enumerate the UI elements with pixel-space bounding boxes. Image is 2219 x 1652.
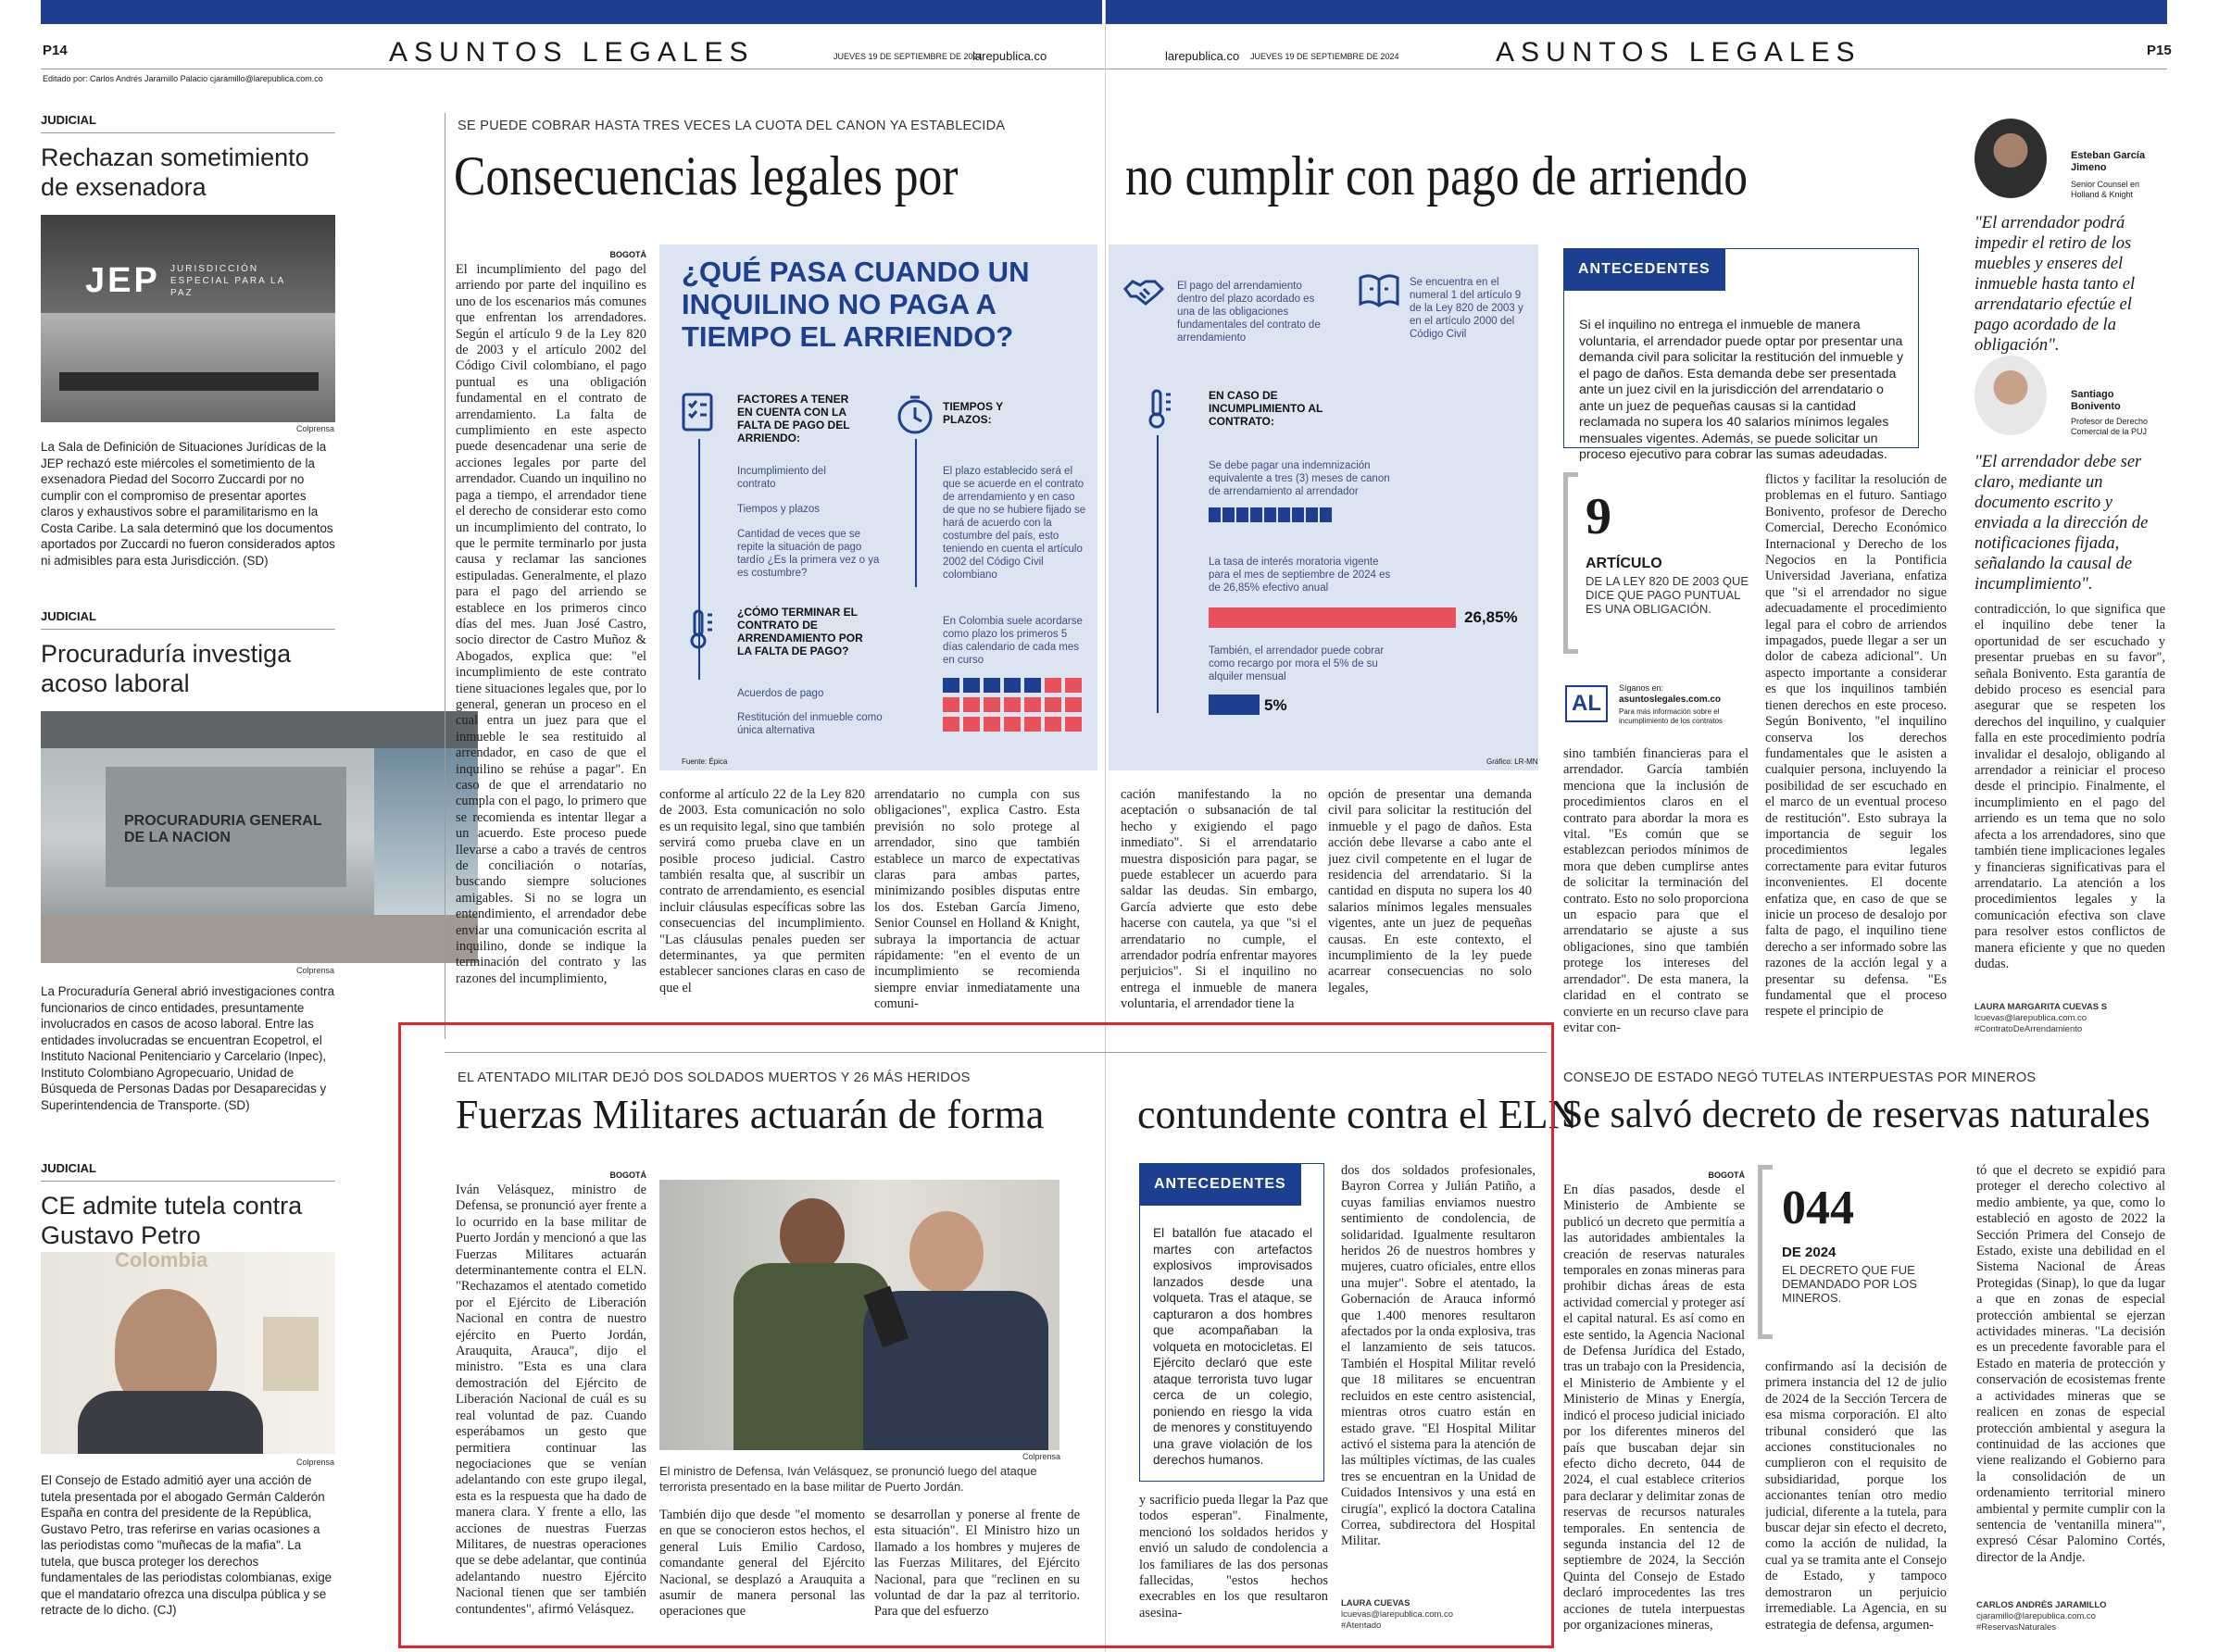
stat-label: ARTÍCULO bbox=[1586, 556, 1662, 571]
terminate-item: Restitución del inmueble como única alternativa bbox=[737, 712, 883, 736]
body-text: flictos y facilitar la resolución de problemas en el futuro. Santiago Bonivento, profesor de Derecho Comercial, Derecho Económico Internacional y Derecho de los Negocios en la Pontificia Universidad Javeriana, enfatiza que "si el arrendador no sigue adecuadamente el procedimiento legal para el cobro de arriendos impagados, puede llegar a ser un dolor de cabeza adicional". Un aspecto importante a considerar es que los inquilinos también tienen derechos en este proceso. Según Bonivento, "el inquilino conserva los derechos fundamentales que le asisten a cualquier persona, incluyendo la posibilidad de ser escuchado en el marco de un eventual proceso de restitución". Esto subraya la importancia de seguir los procedimientos legales correctamente para evitar futuros inconvenientes. El docente enfatiza que, en caso de que se inicie un proceso de desalojo por falta de pago, el inquilino tiene derecho a ser informado sobre las razones de la acción legal y a presentar su defensa. "Es fundamental que el proceso respete el principio de bbox=[1765, 472, 1947, 1020]
promo-desc: Para más información sobre el incumplimiento de los contratos bbox=[1619, 707, 1724, 725]
story-column-7 bbox=[1765, 472, 1947, 1033]
calendar-day bbox=[1024, 717, 1041, 732]
breach-text-2: La tasa de interés moratoria vigente para el mes de septiembre de 2024 es de 26,85% efectivo anual bbox=[1209, 557, 1391, 594]
antecedentes-label: ANTECEDENTES bbox=[1139, 1163, 1301, 1206]
factor-item: Cantidad de veces que se repite la situación de pago tardío ¿Es la primera vez o ya es costumbre? bbox=[737, 529, 880, 579]
factor-item: Tiempos y plazos bbox=[737, 504, 821, 515]
story-column-8 bbox=[1975, 602, 2165, 982]
body-text: contradicción, lo que significa que el inquilino debe tener la oportunidad de ser escuchado y presentar pruebas en su favor", señala Bonivento. Esta garantía de debido proceso es esencial para asegurar que se respeten los derechos del inquilino, y cualquier falla en este procedimiento podría invalidar el desalojo, obligando al arrendador a reiniciar el proceso desde el principio. Finalmente, el incumplimiento en el pago del arriendo es un tema que no solo afecta a los arrendadores, sino que también tiene implicaciones legales y financieras significativas para el arrendatario. La atención a los procedimientos legales y la comunicación efectiva son clave para resolver estos conflictos de manera eficiente y que no queden dudas. bbox=[1975, 602, 2165, 971]
section-title-left: ASUNTOS LEGALES bbox=[389, 37, 755, 68]
calendar-day bbox=[943, 678, 959, 693]
top-color-bar-right bbox=[1106, 0, 2167, 24]
breach-heading: EN CASO DE INCUMPLIMIENTO AL CONTRATO: bbox=[1209, 389, 1323, 428]
story-headline-left: Consecuencias legales por bbox=[454, 145, 959, 206]
body-text: conforme al artículo 22 de la Ley 820 de 2003. Esta comunicación no solo es un requisito legal, sino que también servirá como prueba clave en un posible proceso judicial. Castro también resalta que, al suscribir un contrato de arrendamiento, es esencial incluir cláusulas específicas sobre las consecuencias del incumplimiento. "Las cláusulas penales pueden ser determinantes, ya que permiten establecer sanciones claras en caso de que el bbox=[659, 787, 865, 995]
pull-quote: "El arrendador podrá impedir el retiro de los muebles y enseres del inmueble hasta tanto el arrendatario efectúe el pago acordado de la obligación". bbox=[1975, 214, 2136, 355]
calendar-day bbox=[1004, 697, 1021, 712]
calendar-day bbox=[1024, 678, 1041, 693]
surcharge-bar-track bbox=[1209, 695, 1457, 715]
body-text: arrendatario no cumpla con sus obligaciones", explica Castro. Esta previsión no solo protege al arrendador, sino que también establece un marco de expectativas claras para ambas partes, minimizando posibles disputas entre los dos. Esteban García Jimeno, Senior Counsel en Holland & Knight, subraya la importancia de actuar rápidamente: "en el evento de un incumplimiento se recomienda siempre enviar inmediatamente una comuni- bbox=[874, 787, 1080, 1012]
month-block bbox=[1209, 507, 1221, 522]
story-headline-left: Fuerzas Militares actuarán de forma bbox=[456, 1092, 1045, 1137]
quote-name: Santiago Bonivento bbox=[2071, 389, 2121, 412]
jep-wall-text: JURISDICCIÓN ESPECIAL PARA LA PAZ bbox=[170, 264, 285, 298]
antecedentes-text: Si el inquilino no entrega el inmueble de manera voluntaria, el arrendador puede optar por presentar una demanda civil para solicitar la restitución del inmueble y el pago de daños. Esta demanda debe ser presentada ante un juez civil en la jurisdicción del arrendatario o ante un juez de pequeñas causas si la cantidad reclamada no supera los 40 salarios mínimos legales mensuales vigentes. Además, se puede solicitar un proceso ejecutivo para cobrar las sumas adeudadas. bbox=[1579, 318, 1904, 462]
calendar-day bbox=[1024, 697, 1041, 712]
rate-value: 26,85% bbox=[1464, 608, 1518, 626]
clock-icon bbox=[893, 393, 937, 437]
surcharge-bar bbox=[1209, 695, 1260, 715]
rate-bar-track bbox=[1209, 607, 1457, 628]
terminate-item: Acuerdos de pago bbox=[737, 688, 824, 699]
quote-title: Profesor de Derecho Comercial de la PUJ bbox=[2071, 417, 2149, 436]
body-text: También dijo que desde "el momento en que se conocieron estos hechos, el general Luis Emilio Cardoso, comandante general del Ejército Nacional, se desplazó a Arauquita a asumir de manera personal las operaciones que bbox=[659, 1508, 865, 1620]
calendar-day bbox=[984, 678, 1000, 693]
brief-title: Rechazan sometimiento de exsenadora bbox=[41, 144, 309, 201]
month-block bbox=[1292, 507, 1304, 522]
stat-bracket bbox=[1563, 472, 1578, 654]
quote-title: Senior Counsel en Holland & Knight bbox=[2071, 180, 2140, 199]
quote-name: Esteban García Jimeno bbox=[2071, 150, 2146, 173]
month-block bbox=[1222, 507, 1235, 522]
infographic-left bbox=[659, 244, 1097, 770]
procuraduria-wall-text: PROCURADURIA GENERAL DE LA NACION bbox=[124, 813, 322, 845]
calendar-day bbox=[963, 697, 980, 712]
story-column-3 bbox=[1976, 1163, 2165, 1587]
brief-text: El Consejo de Estado admitió ayer una acción de tutela presentada por el abogado Germán Calderón España en contra del presidente de la República, Gustavo Petro, tras referirse en varias ocasiones a las periodistas como "muñecas de la mafia". La tutela, que busca proteger los derechos fundamentales de las periodistas colombianas, exige que el mandatario ofrezca una disculpa pública y se retracte de lo dicho. (CJ) bbox=[41, 1473, 332, 1617]
breach-text-3: También, el arrendador puede cobrar como recargo por mora el 5% de su alquiler mensual bbox=[1209, 645, 1385, 682]
thermometer-icon bbox=[1135, 385, 1179, 430]
photo-credit: Colprensa bbox=[296, 1458, 335, 1467]
dateline-right: JUEVES 19 DE SEPTIEMBRE DE 2024 bbox=[1250, 52, 1399, 61]
breach-text-1: Se debe pagar una indemnización equivalente a tres (3) meses de canon de arrendamiento al arrendador bbox=[1209, 460, 1390, 497]
photo-credit: Colprensa bbox=[296, 966, 335, 975]
byline-hashtag[interactable]: #ContratoDeArrendamiento bbox=[1975, 1024, 2083, 1034]
calendar-day bbox=[1045, 717, 1061, 732]
dateline-city: BOGOTÁ bbox=[609, 250, 646, 259]
story-byline bbox=[1976, 1600, 2165, 1633]
jep-logo-text: JEP bbox=[85, 261, 160, 300]
section-title-right: ASUNTOS LEGALES bbox=[1496, 37, 1862, 68]
stat-description: EL DECRETO QUE FUE DEMANDADO POR LOS MINEROS. bbox=[1782, 1263, 1917, 1305]
site-left: larepublica.co bbox=[972, 49, 1047, 63]
jep-photo bbox=[41, 215, 335, 422]
byline-name: LAURA MARGARITA CUEVAS S bbox=[1975, 1002, 2108, 1012]
calendar-day bbox=[1045, 678, 1061, 693]
body-text: tó que el decreto se expidió para proteger el derecho colectivo al medio ambiente, ya que, como lo estableció en agosto de 2022 la Sección Primera del Consejo de Estado, existe una debilidad en el Sistema Nacional de Áreas Protegidas (Sinap), lo que da lugar a que en zonas de especial protección ambiental se ejerzan actividades mineras. "La decisión es un precedente favorable para el Estado en materia de protección y conservación de ecosistemas frente a actividades mineras que se realicen en zonas de especial protección ambiental y asegura la continuidad de las acciones que viene realizando el Gobierno para la consolidación de un ordenamiento territorial minero ambiental y permite cumplir con la sentencia de 'ventanilla minera'", expresó César Palomino Cortés, director de la Andje. bbox=[1976, 1163, 2165, 1565]
story-column-1 bbox=[1563, 1170, 1745, 1641]
rate-bar bbox=[1209, 607, 1456, 628]
page-number-right: P15 bbox=[2147, 43, 2172, 58]
infographic-source: Fuente: Épica bbox=[682, 757, 728, 766]
brief-title: CE admite tutela contra Gustavo Petro bbox=[41, 1192, 303, 1249]
avatar bbox=[1975, 119, 2047, 198]
stat-description: DE LA LEY 820 DE 2003 QUE DICE QUE PAGO PUNTUAL ES UNA OBLIGACIÓN. bbox=[1586, 574, 1749, 616]
brief-tag: JUDICIAL bbox=[41, 609, 96, 623]
times-text: El plazo establecido será el que se acuerde en el contrato de arrendamiento y en caso de que no se hubiere fijado se hará de acuerdo con la costumbre del país, esto teniendo en cuenta el artículo 2002 del Código Civil colombiano bbox=[943, 466, 1086, 581]
body-text: y sacrificio pueda llegar la Paz que todos esperan". Finalmente, mencionó los soldados heridos y envió un saludo de condolencia a los familiares de las dos personas fallecidas, "estos hechos execrables en los que resultaron asesina- bbox=[1139, 1493, 1328, 1621]
calendar-day bbox=[1065, 678, 1082, 693]
story-headline-right: contundente contra el ELN bbox=[1137, 1092, 1578, 1137]
month-block bbox=[1236, 507, 1248, 522]
promo-follow: Síganos en: bbox=[1619, 683, 1664, 693]
checklist-icon bbox=[676, 389, 721, 433]
month-block bbox=[1320, 507, 1332, 522]
brief-procuraduria bbox=[41, 609, 335, 698]
byline-name: LAURA CUEVAS bbox=[1341, 1598, 1410, 1608]
law-book-icon bbox=[1357, 269, 1401, 313]
brief-title: Procuraduría investiga acoso laboral bbox=[41, 640, 292, 697]
story-kicker: EL ATENTADO MILITAR DEJÓ DOS SOLDADOS MUERTOS Y 26 MÁS HERIDOS bbox=[458, 1070, 971, 1085]
al-logo: AL bbox=[1565, 685, 1608, 722]
story-column-4 bbox=[1121, 787, 1317, 1033]
times-heading: TIEMPOS Y PLAZOS: bbox=[943, 400, 1003, 426]
calendar-day bbox=[1004, 717, 1021, 732]
factor-item: Incumplimiento del contrato bbox=[737, 466, 826, 490]
stat-year: DE 2024 bbox=[1782, 1245, 1837, 1260]
calendar-day bbox=[963, 717, 980, 732]
brief-jep bbox=[41, 113, 335, 202]
byline-email[interactable]: lcuevas@larepublica.com.co bbox=[1975, 1013, 2087, 1023]
months-blocks bbox=[1209, 507, 1338, 522]
body-text: sino también financieras para el arrendador. García también menciona que la inclusión de procedimientos claros en el contrato para abordar la mora es vital. "Es común que se establezcan periodos mínimos de mora que deben cumplirse antes de solicitar la terminación del contrato. Esto no solo proporciona un espacio para que el arrendatario se ajuste a sus obligaciones, sino que también protege los intereses del arrendador". De esta manera, la claridad en el contrato se convierte en un recurso clave para evitar con- bbox=[1563, 746, 1749, 1033]
dateline-left: JUEVES 19 DE SEPTIEMBRE DE 2024 bbox=[834, 52, 983, 61]
calendar-day bbox=[1004, 678, 1021, 693]
body-text: Iván Velásquez, ministro de Defensa, se pronunció ayer frente a lo ocurrido en la base militar de Puerto Jordán y mencionó a que las Fuerzas Militares actuarán determinantemente contra el ELN. "Rechazamos el atentado cometido por el Ejército de Liberación Nacional en contra de nuestro ejército en Puerto Jordán, Arauquita, Arauca", dijo el ministro. "Esta es una clara demostración del Ejército de Liberación Nacional de cuál es su real voluntad de paz. Cuando esperábamos un gesto que permitiera continuar las negociaciones que se venían adelantando con este grupo ilegal, esta es la respuesta que ha dado de manera clara. Y frente a ello, las acciones de nuestras Fuerzas Militares, de nuestras operaciones que se debe adelantar, que continúa adelantando nuestro Ejército Nacional tienen que ser también contundentes", afirmó Velásquez. bbox=[456, 1183, 646, 1617]
photo-caption: El ministro de Defensa, Iván Velásquez, se pronunció luego del ataque terrorista presentado en la base militar de Puerto Jordán. bbox=[659, 1464, 1037, 1494]
handshake-icon bbox=[1122, 269, 1166, 313]
antecedentes-text: El batallón fue atacado el martes con artefactos explosivos improvisados lanzados desde una volqueta. Tras el ataque, se capturaron a dos hombres que acompañaban la volqueta en motocicletas. El Ejército declaró que este ataque terrorista tuvo lugar cerca de un colegio, poniendo en riesgo la vida de menores y constituyendo una grave violación de los derechos humanos. bbox=[1153, 1226, 1312, 1467]
editor-credit: Editado por: Carlos Andrés Jaramillo Palacio cjaramillo@larepublica.com.co bbox=[43, 74, 323, 83]
month-block bbox=[1250, 507, 1262, 522]
byline-name: CARLOS ANDRÉS JARAMILLO bbox=[1976, 1600, 2107, 1610]
procuraduria-photo bbox=[41, 711, 478, 963]
byline-hashtag[interactable]: #Atentado bbox=[1341, 1621, 1382, 1631]
top-color-bar-left bbox=[41, 0, 1102, 24]
brief-tag: JUDICIAL bbox=[41, 113, 96, 127]
calendar-text: En Colombia suele acordarse como plazo los primeros 5 días calendario de cada mes en curso bbox=[943, 616, 1083, 666]
story-kicker: CONSEJO DE ESTADO NEGÓ TUTELAS INTERPUESTAS POR MINEROS bbox=[1563, 1070, 2037, 1085]
calendar-grid bbox=[943, 678, 1091, 735]
story-column-6 bbox=[1563, 746, 1749, 1033]
story-column-5 bbox=[1328, 787, 1532, 1033]
calendar-day bbox=[963, 678, 980, 693]
avatar bbox=[1975, 356, 2047, 435]
story-kicker: SE PUEDE COBRAR HASTA TRES VECES LA CUOTA DEL CANON YA ESTABLECIDA bbox=[458, 119, 1006, 133]
infographic-title: ¿QUÉ PASA CUANDO UN INQUILINO NO PAGA A TIEMPO EL ARRIENDO? bbox=[682, 256, 1030, 353]
month-block bbox=[1306, 507, 1318, 522]
body-text: opción de presentar una demanda civil para solicitar la restitución del inmueble y el pago de daños. Esta acción debe llevarse a cabo ante el juez civil competente en el lugar de residencia del arrendatario. Si la cantidad en disputa no supera los 40 salarios mínimos legales mensuales vigentes, ante un juez de pequeñas causas. En este contexto, el incumplimiento de la ley puede acarrear consecuencias no solo legales, bbox=[1328, 787, 1532, 995]
highlight-box bbox=[398, 1022, 1554, 1648]
photo-credit: Colprensa bbox=[1022, 1452, 1061, 1461]
petro-photo bbox=[41, 1252, 335, 1454]
antecedentes-box bbox=[1563, 248, 1919, 462]
page-number-left: P14 bbox=[43, 43, 68, 58]
body-text: se desarrollan y ponerse al frente de esta situación". El Ministro hizo un llamado a los hombres y mujeres de las Fuerzas Militares, del Ejército Nacional, para que "reclinen en su voluntad de dar la paz al territorio. Para que del esfuerzo bbox=[874, 1508, 1080, 1620]
calendar-day bbox=[984, 717, 1000, 732]
story-column-3 bbox=[874, 787, 1080, 1033]
body-text: cación manifestando la no aceptación o subsanación de tal hecho y exigiendo el pago inmediato". Si el arrendatario muestra disposición para pagar, se puede establecer un acuerdo para saldar las deudas. Sin embargo, García advierte que esto debe hacerse con cautela, ya que "si el arrendatario no cumple, el arrendador podría enfrentar mayores perjuicios". Si el inquilino no entrega el inmueble de manera voluntaria, el arrendador tiene la bbox=[1121, 787, 1317, 1012]
story-column-2 bbox=[659, 787, 865, 1033]
story-column-2 bbox=[1765, 1359, 1947, 1641]
brief-petro bbox=[41, 1161, 335, 1250]
byline-hashtag[interactable]: #ReservasNaturales bbox=[1976, 1622, 2057, 1633]
calendar-day bbox=[1045, 697, 1061, 712]
law-text: Se encuentra en el numeral 1 del artículo 9 de la Ley 820 de 2003 y en el artículo 2000 del Código Civil bbox=[1410, 277, 1523, 340]
stat-number: 044 bbox=[1782, 1182, 1854, 1234]
calendar-day bbox=[943, 697, 959, 712]
stat-number: 9 bbox=[1586, 488, 1611, 545]
calendar-day bbox=[1065, 697, 1082, 712]
factors-heading: FACTORES A TENER EN CUENTA CON LA FALTA DE PAGO DEL ARRIENDO: bbox=[737, 393, 850, 444]
dateline-city: BOGOTÁ bbox=[1708, 1170, 1745, 1180]
body-text: En días pasados, desde el Ministerio de Ambiente se publicó un decreto que permitía a las autoridades ambientales la creación de reservas naturales temporales en zonas mineras para prohibir dichas áreas de esta actividad comercial y proteger así el capital natural. Es así como en este sentido, la Agencia Nacional de Defensa Jurídica del Estado, tras un trabajo con la Presidencia, el Ministerio de Ambiente y el Ministerio de Minas y Energía, indicó el proceso judicial iniciado por los diferentes mineros del país que buscaban dejar sin efecto dicho decreto, 044 de 2024, el cual establece criterios para declarar y delimitar zonas de reservas de recursos naturales temporales. En sentencia de segunda instancia del 12 de septiembre de 2024, la Sección Quinta del Consejo de Estado declaró improcedentes las tres acciones de tutela interpuestas por organizaciones mineras, bbox=[1563, 1183, 1745, 1633]
pull-quote: "El arrendador debe ser claro, mediante un documento escrito y enviada a la dirección de notificaciones fijada, señalando la causal de incumplimiento". bbox=[1975, 453, 2149, 594]
promo-site[interactable]: asuntoslegales.com.co bbox=[1619, 695, 1722, 705]
month-block bbox=[1278, 507, 1290, 522]
brief-text: La Sala de Definición de Situaciones Jurídicas de la JEP rechazó este miércoles el sometimiento de la exsenadora Piedad del Socorro Zuccardi por no cumplir con el compromiso de presentar aportes claros y exhaustivos sobre el paramilitarismo en la Costa Caribe. La sala determinó que los documentos aportados por Zuccardi no fueron considerados aptos ni admisibles para esta Jurisdicción. (SD) bbox=[41, 440, 335, 568]
stat-bracket bbox=[1758, 1165, 1773, 1339]
body-text: El incumplimiento del pago del arriendo por parte del inquilino es uno de los escenarios más comunes que enfrentan los arrendadores. Según el artículo 9 de la Ley 820 de 2003 y el artículo 2002 del Código Civil colombiano, el pago puntual es una obligación fundamental en el contrato de arrendamiento. La falta de cumplimiento en este aspecto puede desencadenar una serie de acciones legales por parte del arrendador. Cuando un inquilino no paga a tiempo, el arrendador tiene el derecho de considerar esto como un incumplimiento del contrato, lo que le permite terminarlo por justa causa y reclamar las sanciones estipuladas. Generalmente, el plazo para el pago del arriendo se establece en los primeros cinco días del mes. Juan José Castro, socio director de Castro Muñoz & Abogados, explica que: "el incumplimiento de este contrato tiene situaciones legales que, por lo general, generan un proceso en el cual entra un juez para que el inmueble le sea restituido al arrendador, en caso de que el inquilino se rehúse a pagar". En caso de que el arrendatario no cumpla con el pago, lo primero que se recomienda es intentar llegar a un acuerdo. Este proceso puede llevarse a cabo a través de centros de conciliación o notarías, buscando siempre soluciones amigables. Si no se logra un entendimiento, el arrendador debe enviar una comunicación escrita al inquilino, donde se indique la terminación del contrato y las razones del incumplimiento, bbox=[456, 262, 646, 986]
site-right: larepublica.co bbox=[1165, 49, 1240, 63]
infographic-credit: Gráfico: LR-MN bbox=[1486, 757, 1538, 766]
body-text: dos dos soldados profesionales, Bayron Correa y Julián Patiño, a cuyas familias enviamos nuestro sentimiento de condolencia, de solidaridad. Igualmente resultaron heridos 26 de nuestros hombres y mujeres, cuatro oficiales, entre ellos una mujer". Sobre el atentado, la Gobernación de Arauca informó que 1.400 menores resultaron afectados por la onda explosiva, tras el lanzamiento de seis tatucos. También el Hospital Militar reveló que 18 militares se encuentran recluidos en este centro asistencial, mientras otros cuatro están en estado grave. "El Hospital Militar activó el sistema para la atención de las múltiples víctimas, de las cuales tres se encuentran en la Unidad de Cuidados Intensivos y una está en cirugía", explicó la doctora Catalina Correa, subdirectora del Hospital Militar. bbox=[1341, 1163, 1536, 1549]
surcharge-value: 5% bbox=[1264, 696, 1287, 714]
story-column-1 bbox=[456, 250, 646, 1048]
antecedentes-label: ANTECEDENTES bbox=[1563, 248, 1725, 291]
obligation-text: El pago del arrendamiento dentro del plazo acordado es una de las obligaciones fundamentales del contrato de arrendamiento bbox=[1177, 281, 1321, 344]
brief-text: La Procuraduría General abrió investigaciones contra funcionarios de cinco entidades, presuntamente involucrados en casos de acoso laboral. Entre las entidades involucradas se encuentran Ecopetrol, el Instituto Nacional Penitenciario y Carcelario (Inpec), Instituto Colombiano Agropecuario, Unidad de Búsqueda de Personas Dadas por Desaparecidas y Superintendencia de Transporte. (SD) bbox=[41, 984, 335, 1112]
calendar-day bbox=[943, 717, 959, 732]
story-byline bbox=[1975, 1002, 2165, 1035]
backdrop-text: Colombia bbox=[115, 1252, 208, 1271]
dateline-city: BOGOTÁ bbox=[609, 1170, 646, 1180]
calendar-day bbox=[984, 697, 1000, 712]
calendar-day bbox=[1065, 717, 1082, 732]
byline-email[interactable]: cjaramillo@larepublica.com.co bbox=[1976, 1611, 2096, 1621]
story-headline-right: no cumplir con pago de arriendo bbox=[1125, 145, 1749, 206]
month-block bbox=[1264, 507, 1276, 522]
body-text: confirmando así la decisión de primera instancia del 12 de julio de 2024 de la Sección Tercera de esa misma corporación. El alto tribunal consideró que las acciones constitucionales no cumplieron con el requisito de subsidiaridad, porque los accionantes tenían otro medio judicial, diferente a la tutela, para buscar dejar sin efecto el decreto, como la acción de nulidad, la cual ya se tramita ante el Consejo de Estado, y tampoco demostraron un perjuicio irremediable. La Agencia, en su estrategia de defensa, argumen- bbox=[1765, 1359, 1947, 1633]
infographic-right bbox=[1109, 244, 1538, 770]
photo-credit: Colprensa bbox=[296, 424, 335, 433]
thermometer-icon bbox=[676, 606, 721, 650]
terminate-heading: ¿CÓMO TERMINAR EL CONTRATO DE ARRENDAMIENTO POR LA FALTA DE PAGO? bbox=[737, 606, 863, 657]
byline-email[interactable]: lcuevas@larepublica.com.co bbox=[1341, 1609, 1454, 1620]
brief-tag: JUDICIAL bbox=[41, 1161, 96, 1175]
story-headline: Se salvó decreto de reservas naturales bbox=[1561, 1094, 2150, 1136]
